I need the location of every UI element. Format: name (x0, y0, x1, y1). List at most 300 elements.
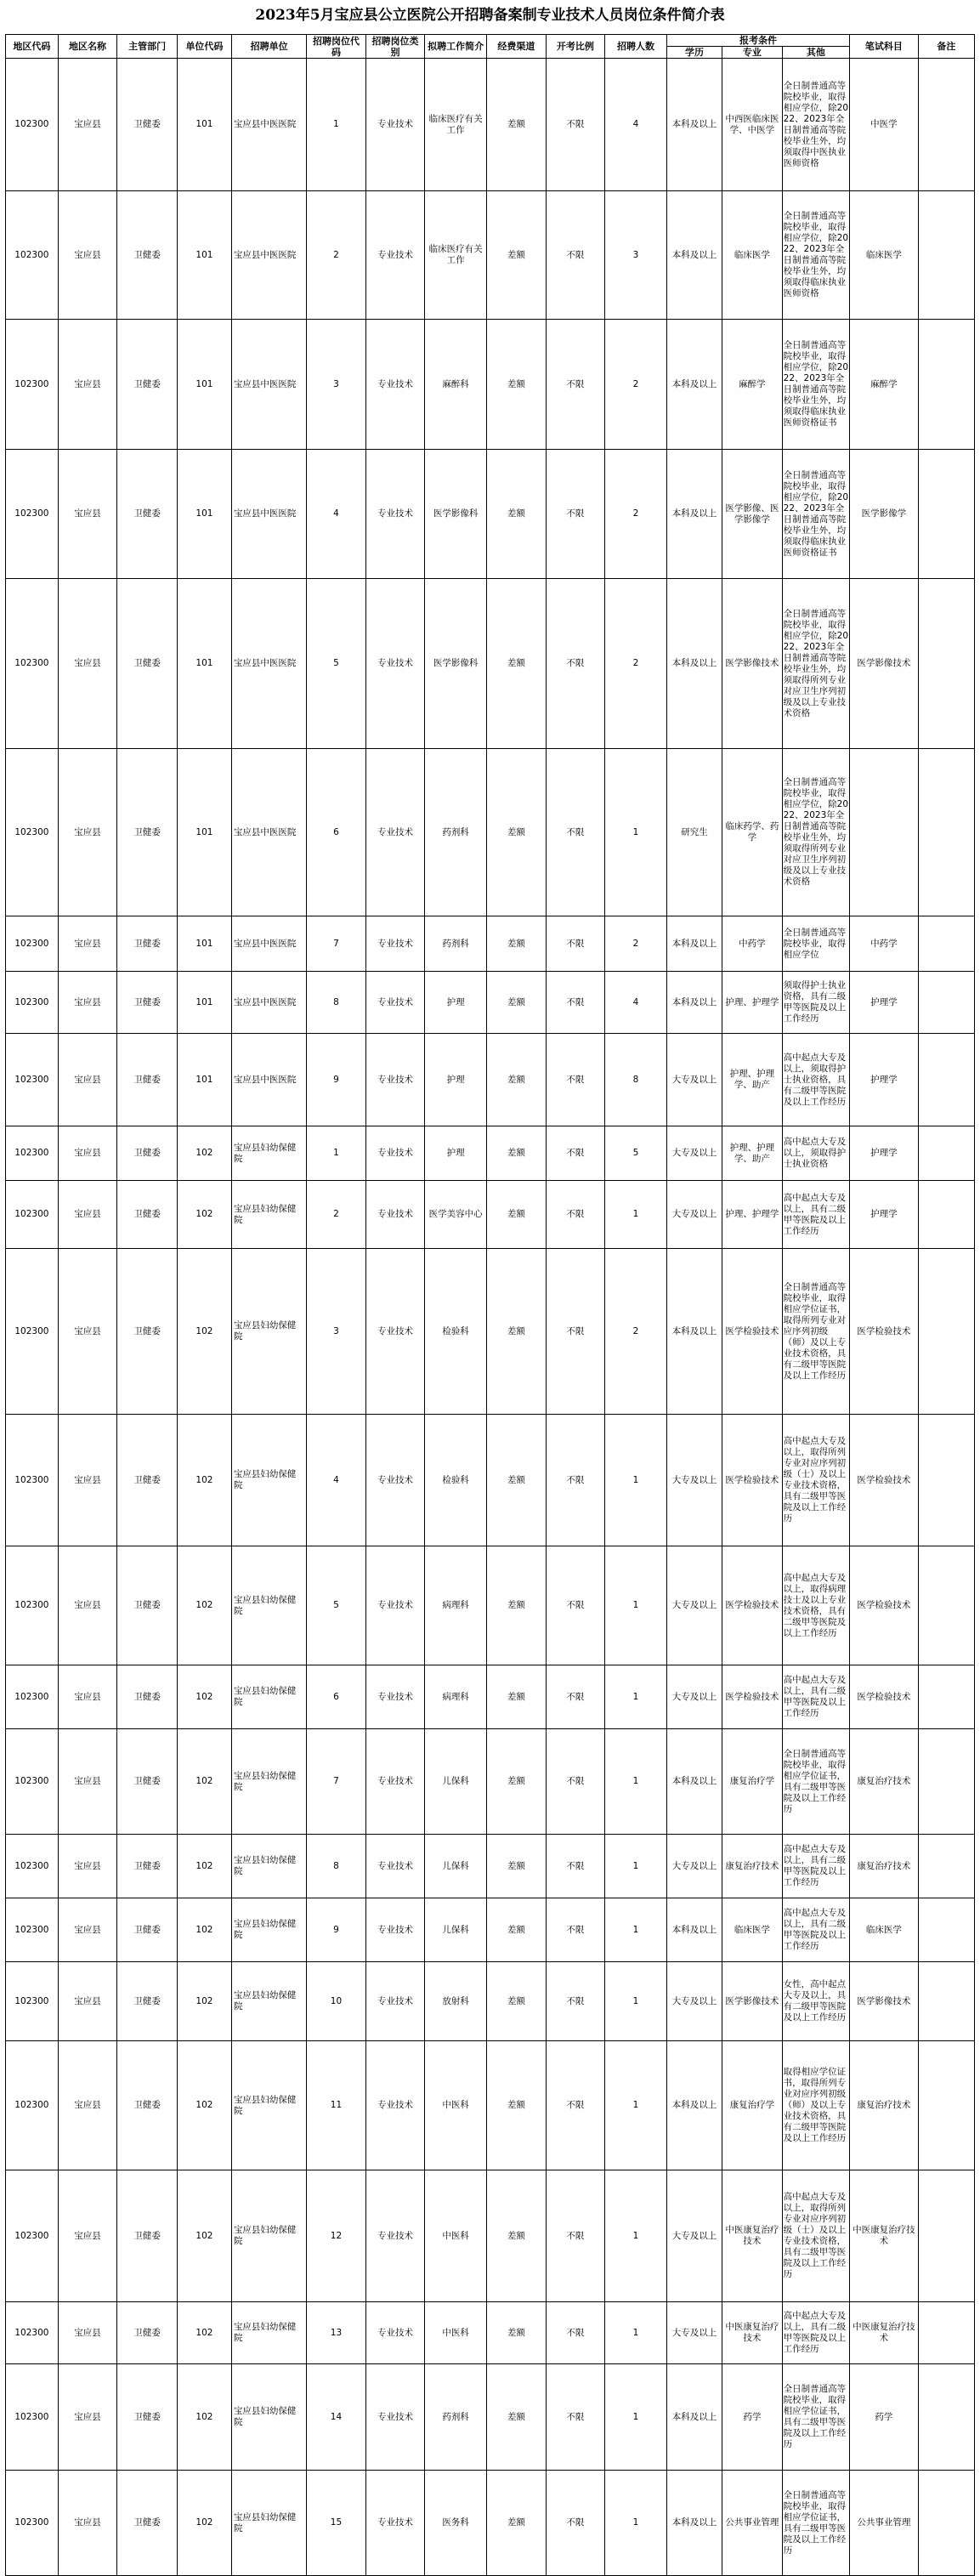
unit-cell: 宝应县妇幼保健院 (231, 1181, 306, 1249)
other-text: 须取得护士执业资格，具有二级甲等医院及以上工作经历 (783, 980, 847, 1024)
ratio-cell: 不限 (546, 59, 605, 191)
region-name-cell: 宝应县 (58, 1034, 117, 1126)
major-cell: 护理、护理学 (722, 972, 783, 1034)
work-cell: 医务科 (425, 2471, 487, 2576)
other-cell (782, 2471, 849, 2576)
region-code-cell: 102300 (6, 1249, 59, 1415)
other-text: 高中起点大专及以上，具有二级甲等医院及以上工作经历 (783, 1908, 847, 1951)
work-cell: 护理 (425, 1126, 487, 1181)
unit-cell: 宝应县妇幼保健院 (231, 1835, 306, 1898)
post-code-cell: 3 (307, 1249, 366, 1415)
region-name-cell: 宝应县 (58, 1126, 117, 1181)
unit-cell: 宝应县妇幼保健院 (231, 1126, 306, 1181)
edu-cell: 大专及以上 (666, 2302, 722, 2364)
post-type-cell: 专业技术 (365, 59, 425, 191)
note-cell (918, 191, 974, 320)
other-cell (782, 450, 849, 579)
region-code-cell: 102300 (6, 1181, 59, 1249)
exam-cell: 护理学 (850, 972, 919, 1034)
major-cell: 中西医临床医学、中医学 (722, 59, 783, 191)
note-cell (918, 320, 974, 450)
unit-code-cell: 101 (177, 59, 231, 191)
ratio-cell: 不限 (546, 749, 605, 916)
funding-cell: 差额 (487, 1835, 547, 1898)
work-cell: 护理 (425, 1034, 487, 1126)
ratio-cell: 不限 (546, 1181, 605, 1249)
region-name-cell: 宝应县 (58, 2041, 117, 2170)
edu-cell: 研究生 (666, 749, 722, 916)
unit-code-cell: 102 (177, 1181, 231, 1249)
post-code-cell: 9 (307, 1898, 366, 1962)
exam-cell: 医学影像技术 (850, 579, 919, 749)
ratio-cell: 不限 (546, 1729, 605, 1835)
exam-cell: 中医学 (850, 59, 919, 191)
ratio-cell: 不限 (546, 1126, 605, 1181)
region-code-cell: 102300 (6, 1898, 59, 1962)
header-edu: 学历 (666, 47, 722, 59)
funding-cell: 差额 (487, 2364, 547, 2471)
count-cell: 1 (605, 1546, 667, 1665)
header-unit-code: 单位代码 (177, 35, 231, 59)
major-cell: 医学影像、医学影像学 (722, 450, 783, 579)
region-code-cell: 102300 (6, 579, 59, 749)
unit-code-cell: 102 (177, 1962, 231, 2041)
other-text: 全日制普通高等院校毕业，取得相应学位，除2022、2023年全日制普通高等院校毕业生外，均须取得所列专业对应卫生序列初级及以上专业技术资格 (783, 608, 849, 718)
exam-cell: 中药学 (850, 916, 919, 972)
ratio-cell: 不限 (546, 2041, 605, 2170)
post-type-cell: 专业技术 (365, 191, 425, 320)
unit-code-cell: 102 (177, 1415, 231, 1546)
header-note: 备注 (918, 35, 974, 59)
funding-cell: 差额 (487, 579, 547, 749)
count-cell: 1 (605, 1835, 667, 1898)
other-text: 高中起点大专及以上，须取得护士执业资格 (783, 1137, 847, 1169)
count-cell: 1 (605, 2302, 667, 2364)
table-row (6, 1898, 975, 1962)
post-type-cell: 专业技术 (365, 749, 425, 916)
exam-cell: 康复治疗技术 (850, 2041, 919, 2170)
other-text: 全日制普通高等院校毕业，取得相应学位证书，具有二级甲等医院及以上工作经历 (783, 2489, 847, 2556)
edu-cell: 大专及以上 (666, 1665, 722, 1729)
post-code-cell: 10 (307, 1962, 366, 2041)
unit-cell: 宝应县妇幼保健院 (231, 2471, 306, 2576)
major-cell: 临床医学 (722, 191, 783, 320)
exam-cell: 麻醉学 (850, 320, 919, 450)
unit-cell: 宝应县中医医院 (231, 320, 306, 450)
note-cell (918, 579, 974, 749)
dept-cell: 卫健委 (117, 59, 178, 191)
unit-cell: 宝应县妇幼保健院 (231, 2364, 306, 2471)
unit-code-cell: 102 (177, 2170, 231, 2302)
dept-cell: 卫健委 (117, 1034, 178, 1126)
other-cell (782, 1962, 849, 2041)
major-cell: 临床医学 (722, 1898, 783, 1962)
work-cell: 儿保科 (425, 1729, 487, 1835)
table-row (6, 450, 975, 579)
post-type-cell: 专业技术 (365, 1665, 425, 1729)
major-cell: 护理、护理学 (722, 1181, 783, 1249)
post-type-cell: 专业技术 (365, 1034, 425, 1126)
header-work: 拟聘工作简介 (425, 35, 487, 59)
post-type-cell: 专业技术 (365, 1181, 425, 1249)
post-code-cell: 9 (307, 1034, 366, 1126)
unit-code-cell: 102 (177, 1835, 231, 1898)
table-row (6, 1729, 975, 1835)
note-cell (918, 1546, 974, 1665)
ratio-cell: 不限 (546, 1665, 605, 1729)
region-name-cell: 宝应县 (58, 972, 117, 1034)
ratio-cell: 不限 (546, 972, 605, 1034)
header-exam: 笔试科目 (850, 35, 919, 59)
unit-code-cell: 101 (177, 191, 231, 320)
other-cell (782, 1835, 849, 1898)
post-type-cell: 专业技术 (365, 2471, 425, 2576)
note-cell (918, 972, 974, 1034)
work-cell: 病理科 (425, 1665, 487, 1729)
funding-cell: 差额 (487, 1126, 547, 1181)
exam-cell: 护理学 (850, 1181, 919, 1249)
unit-cell: 宝应县中医医院 (231, 1034, 306, 1126)
table-row (6, 1835, 975, 1898)
count-cell: 1 (605, 2364, 667, 2471)
count-cell: 5 (605, 1126, 667, 1181)
region-name-cell: 宝应县 (58, 191, 117, 320)
edu-cell: 本科及以上 (666, 2364, 722, 2471)
table-row (6, 972, 975, 1034)
ratio-cell: 不限 (546, 1962, 605, 2041)
exam-cell: 护理学 (850, 1126, 919, 1181)
edu-cell: 本科及以上 (666, 916, 722, 972)
dept-cell: 卫健委 (117, 2170, 178, 2302)
major-cell: 医学检验技术 (722, 1415, 783, 1546)
header-other: 其他 (782, 47, 849, 59)
exam-cell: 临床医学 (850, 1898, 919, 1962)
unit-cell: 宝应县妇幼保健院 (231, 1415, 306, 1546)
exam-cell: 护理学 (850, 1034, 919, 1126)
other-cell (782, 2170, 849, 2302)
other-text: 高中起点大专及以上，具有二级甲等医院及以上工作经历 (783, 2311, 847, 2354)
post-code-cell: 5 (307, 1546, 366, 1665)
other-cell (782, 2302, 849, 2364)
funding-cell: 差额 (487, 2302, 547, 2364)
region-name-cell: 宝应县 (58, 749, 117, 916)
unit-code-cell: 102 (177, 1126, 231, 1181)
post-code-cell: 4 (307, 450, 366, 579)
unit-code-cell: 101 (177, 916, 231, 972)
other-text: 高中起点大专及以上，取得所列专业对应序列初级（士）及以上专业技术资格，具有二级甲等医院及以上工作经历 (783, 1436, 847, 1523)
dept-cell: 卫健委 (117, 191, 178, 320)
table-row (6, 1962, 975, 2041)
other-cell (782, 1181, 849, 1249)
edu-cell: 大专及以上 (666, 1034, 722, 1126)
header-unit: 招聘单位 (231, 35, 306, 59)
funding-cell: 差额 (487, 1249, 547, 1415)
table-row (6, 1126, 975, 1181)
region-code-cell: 102300 (6, 191, 59, 320)
other-cell (782, 972, 849, 1034)
region-code-cell: 102300 (6, 2364, 59, 2471)
region-code-cell: 102300 (6, 2471, 59, 2576)
exam-cell: 医学影像学 (850, 450, 919, 579)
major-cell: 护理、护理学、助产 (722, 1126, 783, 1181)
unit-code-cell: 101 (177, 320, 231, 450)
note-cell (918, 2364, 974, 2471)
region-name-cell: 宝应县 (58, 916, 117, 972)
other-text: 高中起点大专及以上，具有二级甲等医院及以上工作经历 (783, 1192, 847, 1236)
header-dept: 主管部门 (117, 35, 178, 59)
region-name-cell: 宝应县 (58, 1415, 117, 1546)
post-code-cell: 7 (307, 916, 366, 972)
region-code-cell: 102300 (6, 59, 59, 191)
edu-cell: 大专及以上 (666, 1546, 722, 1665)
dept-cell: 卫健委 (117, 320, 178, 450)
dept-cell: 卫健委 (117, 2041, 178, 2170)
post-type-cell: 专业技术 (365, 1126, 425, 1181)
other-cell (782, 191, 849, 320)
post-type-cell: 专业技术 (365, 2170, 425, 2302)
post-type-cell: 专业技术 (365, 579, 425, 749)
other-cell (782, 1034, 849, 1126)
note-cell (918, 1729, 974, 1835)
funding-cell: 差额 (487, 1729, 547, 1835)
other-text: 全日制普通高等院校毕业，取得相应学位，除2022、2023年全日制普通高等院校毕业生外，均须取得临床执业医师资格证书 (783, 469, 849, 558)
exam-cell: 公共事业管理 (850, 2471, 919, 2576)
post-type-cell: 专业技术 (365, 1546, 425, 1665)
dept-cell: 卫健委 (117, 2302, 178, 2364)
region-code-cell: 102300 (6, 450, 59, 579)
region-code-cell: 102300 (6, 749, 59, 916)
major-cell: 康复治疗学 (722, 1729, 783, 1835)
table-row (6, 1546, 975, 1665)
funding-cell: 差额 (487, 1415, 547, 1546)
exam-cell: 中医康复治疗技术 (850, 2302, 919, 2364)
other-cell (782, 579, 849, 749)
other-cell (782, 1546, 849, 1665)
region-code-cell: 102300 (6, 2302, 59, 2364)
edu-cell: 本科及以上 (666, 2041, 722, 2170)
ratio-cell: 不限 (546, 191, 605, 320)
post-code-cell: 2 (307, 1181, 366, 1249)
table-row (6, 320, 975, 450)
dept-cell: 卫健委 (117, 579, 178, 749)
dept-cell: 卫健委 (117, 2364, 178, 2471)
region-code-cell: 102300 (6, 1835, 59, 1898)
header-post-type: 招聘岗位类别 (365, 35, 425, 59)
work-cell: 放射科 (425, 1962, 487, 2041)
table-row (6, 579, 975, 749)
major-cell: 药学 (722, 2364, 783, 2471)
funding-cell: 差额 (487, 59, 547, 191)
post-code-cell: 11 (307, 2041, 366, 2170)
ratio-cell: 不限 (546, 2364, 605, 2471)
note-cell (918, 2041, 974, 2170)
other-text: 全日制普通高等院校毕业，取得相应学位，除2022、2023年全日制普通高等院校毕业生外，均须取得中医执业医师资格 (783, 80, 849, 168)
header-count: 招聘人数 (605, 35, 667, 59)
header-region-code: 地区代码 (6, 35, 59, 59)
other-text: 高中起点大专及以上，具有二级甲等医院及以上工作经历 (783, 1675, 847, 1718)
major-cell: 康复治疗技术 (722, 1835, 783, 1898)
funding-cell: 差额 (487, 972, 547, 1034)
unit-code-cell: 102 (177, 2041, 231, 2170)
table-row (6, 1181, 975, 1249)
work-cell: 护理 (425, 972, 487, 1034)
count-cell: 1 (605, 2041, 667, 2170)
region-name-cell: 宝应县 (58, 2170, 117, 2302)
other-cell (782, 1665, 849, 1729)
exam-cell: 医学检验技术 (850, 1415, 919, 1546)
region-name-cell: 宝应县 (58, 2302, 117, 2364)
exam-cell: 医学影像技术 (850, 1962, 919, 2041)
funding-cell: 差额 (487, 1034, 547, 1126)
major-cell: 医学检验技术 (722, 1249, 783, 1415)
region-code-cell: 102300 (6, 1729, 59, 1835)
ratio-cell: 不限 (546, 1249, 605, 1415)
unit-code-cell: 102 (177, 1898, 231, 1962)
exam-cell: 康复治疗技术 (850, 1729, 919, 1835)
unit-code-cell: 102 (177, 2364, 231, 2471)
funding-cell: 差额 (487, 2041, 547, 2170)
exam-cell: 医学检验技术 (850, 1546, 919, 1665)
post-code-cell: 6 (307, 1665, 366, 1729)
other-text: 全日制普通高等院校毕业，取得相应学位，除2022、2023年全日制普通高等院校毕业生外，均须取得所列专业对应卫生序列初级及以上专业技术资格 (783, 777, 849, 887)
funding-cell: 差额 (487, 1181, 547, 1249)
funding-cell: 差额 (487, 450, 547, 579)
ratio-cell: 不限 (546, 1835, 605, 1898)
table-row (6, 1665, 975, 1729)
count-cell: 1 (605, 749, 667, 916)
unit-cell: 宝应县妇幼保健院 (231, 1665, 306, 1729)
other-text: 全日制普通高等院校毕业，取得相应学位，除2022、2023年全日制普通高等院校毕业生外，均须取得临床执业医师资格 (783, 211, 849, 298)
post-code-cell: 4 (307, 1415, 366, 1546)
table-row (6, 2471, 975, 2576)
table-body (6, 59, 975, 2576)
post-type-cell: 专业技术 (365, 972, 425, 1034)
funding-cell: 差额 (487, 916, 547, 972)
note-cell (918, 450, 974, 579)
unit-code-cell: 102 (177, 1665, 231, 1729)
edu-cell: 大专及以上 (666, 1415, 722, 1546)
header-region-name: 地区名称 (58, 35, 117, 59)
edu-cell: 大专及以上 (666, 1181, 722, 1249)
unit-code-cell: 101 (177, 450, 231, 579)
region-code-cell: 102300 (6, 1962, 59, 2041)
edu-cell: 本科及以上 (666, 1898, 722, 1962)
count-cell: 1 (605, 1665, 667, 1729)
unit-code-cell: 102 (177, 2471, 231, 2576)
edu-cell: 大专及以上 (666, 1962, 722, 2041)
ratio-cell: 不限 (546, 1546, 605, 1665)
funding-cell: 差额 (487, 2170, 547, 2302)
region-name-cell: 宝应县 (58, 1898, 117, 1962)
post-type-cell: 专业技术 (365, 2041, 425, 2170)
post-type-cell: 专业技术 (365, 1835, 425, 1898)
work-cell: 医学影像科 (425, 450, 487, 579)
count-cell: 2 (605, 450, 667, 579)
dept-cell: 卫健委 (117, 1415, 178, 1546)
header-post-code: 招聘岗位代码 (307, 35, 366, 59)
region-name-cell: 宝应县 (58, 450, 117, 579)
note-cell (918, 1898, 974, 1962)
exam-cell: 中医康复治疗技术 (850, 2170, 919, 2302)
post-code-cell: 8 (307, 1835, 366, 1898)
major-cell: 公共事业管理 (722, 2471, 783, 2576)
note-cell (918, 59, 974, 191)
note-cell (918, 916, 974, 972)
region-code-cell: 102300 (6, 916, 59, 972)
unit-cell: 宝应县妇幼保健院 (231, 2041, 306, 2170)
edu-cell: 本科及以上 (666, 1729, 722, 1835)
major-cell: 医学检验技术 (722, 1665, 783, 1729)
header-major: 专业 (722, 47, 783, 59)
count-cell: 2 (605, 1249, 667, 1415)
other-cell (782, 916, 849, 972)
major-cell: 中药学 (722, 916, 783, 972)
dept-cell: 卫健委 (117, 2471, 178, 2576)
other-cell (782, 2364, 849, 2471)
post-type-cell: 专业技术 (365, 1249, 425, 1415)
funding-cell: 差额 (487, 1898, 547, 1962)
edu-cell: 大专及以上 (666, 1126, 722, 1181)
post-type-cell: 专业技术 (365, 1415, 425, 1546)
major-cell: 麻醉学 (722, 320, 783, 450)
post-type-cell: 专业技术 (365, 450, 425, 579)
region-name-cell: 宝应县 (58, 1665, 117, 1729)
other-cell (782, 59, 849, 191)
other-text: 高中起点大专及以上，取得所列专业对应序列初级（士）及以上专业技术资格，具有二级甲等医院及以上工作经历 (783, 2192, 847, 2279)
table-row (6, 59, 975, 191)
table-row (6, 1034, 975, 1126)
exam-cell: 药学 (850, 2364, 919, 2471)
work-cell: 临床医疗有关工作 (425, 59, 487, 191)
region-code-cell: 102300 (6, 1415, 59, 1546)
ratio-cell: 不限 (546, 1415, 605, 1546)
post-code-cell: 14 (307, 2364, 366, 2471)
count-cell: 2 (605, 320, 667, 450)
unit-code-cell: 102 (177, 1249, 231, 1415)
note-cell (918, 1034, 974, 1126)
work-cell: 临床医疗有关工作 (425, 191, 487, 320)
table-row (6, 2170, 975, 2302)
dept-cell: 卫健委 (117, 916, 178, 972)
unit-code-cell: 102 (177, 1729, 231, 1835)
ratio-cell: 不限 (546, 916, 605, 972)
ratio-cell: 不限 (546, 320, 605, 450)
note-cell (918, 1415, 974, 1546)
edu-cell: 本科及以上 (666, 579, 722, 749)
header-funding: 经费渠道 (487, 35, 547, 59)
post-code-cell: 2 (307, 191, 366, 320)
funding-cell: 差额 (487, 749, 547, 916)
dept-cell: 卫健委 (117, 1729, 178, 1835)
region-code-cell: 102300 (6, 2170, 59, 2302)
region-code-cell: 102300 (6, 1546, 59, 1665)
post-type-cell: 专业技术 (365, 1962, 425, 2041)
unit-code-cell: 101 (177, 749, 231, 916)
table-row (6, 2041, 975, 2170)
other-cell (782, 2041, 849, 2170)
dept-cell: 卫健委 (117, 1898, 178, 1962)
other-text: 全日制普通高等院校毕业，取得相应学位证书，取得所列专业对应序列初级（师）及以上专业技术资格，具有二级甲等医院及以上工作经历 (783, 1281, 847, 1381)
unit-cell: 宝应县中医医院 (231, 972, 306, 1034)
exam-cell: 临床医学 (850, 191, 919, 320)
dept-cell: 卫健委 (117, 1181, 178, 1249)
major-cell: 护理、护理学、助产 (722, 1034, 783, 1126)
post-code-cell: 5 (307, 579, 366, 749)
header-conditions: 报考条件 (666, 35, 849, 47)
region-code-cell: 102300 (6, 320, 59, 450)
post-type-cell: 专业技术 (365, 320, 425, 450)
region-name-cell: 宝应县 (58, 1962, 117, 2041)
